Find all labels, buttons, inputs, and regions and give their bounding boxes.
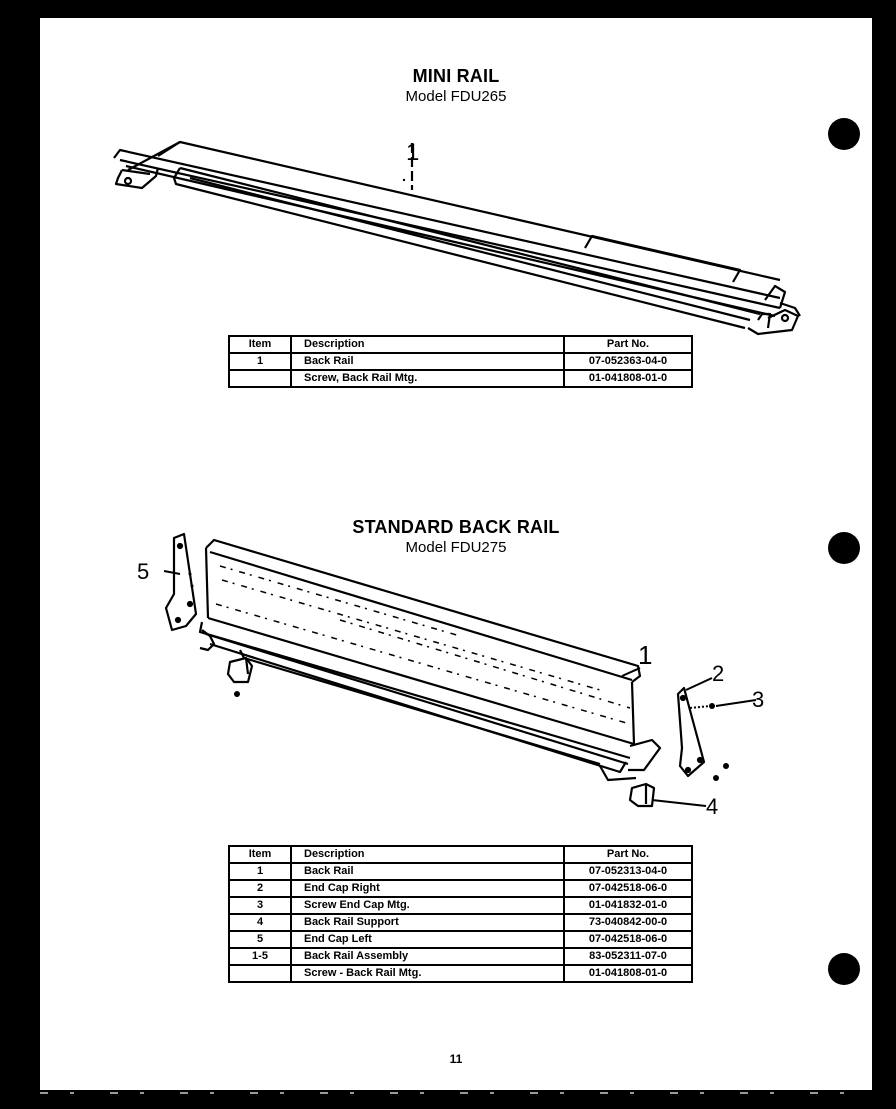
cell-description: Back Rail Assembly — [291, 948, 564, 965]
cell-item: 1 — [229, 353, 291, 370]
cell-part-no: 83-052311-07-0 — [564, 948, 692, 965]
header-part-no: Part No. — [564, 846, 692, 863]
callout-back-rail-3: 3 — [752, 687, 765, 712]
cell-part-no: 01-041808-01-0 — [564, 370, 692, 387]
callout-back-rail-4: 4 — [706, 794, 719, 819]
header-item: Item — [229, 336, 291, 353]
standard-back-rail-drawing — [40, 18, 872, 838]
cell-description: Back Rail Support — [291, 914, 564, 931]
cell-description: Screw End Cap Mtg. — [291, 897, 564, 914]
cell-item: 1-5 — [229, 948, 291, 965]
callout-mini-rail-1: 1 — [406, 139, 420, 166]
header-item: Item — [229, 846, 291, 863]
callout-back-rail-5: 5 — [137, 559, 150, 584]
section-title-mini-rail: MINI RAIL — [412, 66, 500, 86]
callout-back-rail-2: 2 — [712, 661, 725, 686]
table-row — [229, 880, 692, 897]
cell-part-no: 07-042518-06-0 — [564, 931, 692, 948]
cell-description: Back Rail — [291, 863, 564, 880]
header-part-no: Part No. — [564, 336, 692, 353]
table-row — [229, 965, 692, 982]
table-row — [229, 948, 692, 965]
cell-part-no: 07-042518-06-0 — [564, 880, 692, 897]
cell-item — [229, 965, 291, 982]
table-row — [229, 914, 692, 931]
cell-part-no: 73-040842-00-0 — [564, 914, 692, 931]
cell-part-no: 01-041808-01-0 — [564, 965, 692, 982]
section-model-mini-rail: Model FDU265 — [405, 88, 507, 105]
cell-description: Back Rail — [291, 353, 564, 370]
cell-item: 1 — [229, 863, 291, 880]
cell-description: End Cap Left — [291, 931, 564, 948]
cell-item: 2 — [229, 880, 291, 897]
header-description: Description — [291, 336, 564, 353]
cell-item: 5 — [229, 931, 291, 948]
cell-part-no: 01-041832-01-0 — [564, 897, 692, 914]
cell-part-no: 07-052313-04-0 — [564, 863, 692, 880]
section-title-standard-back-rail: STANDARD BACK RAIL — [352, 517, 560, 537]
table-row — [229, 931, 692, 948]
cell-part-no: 07-052363-04-0 — [564, 353, 692, 370]
binder-hole-bottom — [828, 953, 860, 985]
cell-description: Screw, Back Rail Mtg. — [291, 370, 564, 387]
cell-item: 4 — [229, 914, 291, 931]
parts-page — [40, 18, 872, 1090]
cell-description: End Cap Right — [291, 880, 564, 897]
cell-description: Screw - Back Rail Mtg. — [291, 965, 564, 982]
table-row — [229, 863, 692, 880]
section-model-standard-back-rail: Model FDU275 — [405, 539, 507, 556]
callout-back-rail-1: 1 — [638, 640, 653, 670]
scan-artifact — [40, 1092, 880, 1094]
parts-table-standard-back-rail — [228, 845, 693, 983]
table-header-row — [229, 846, 692, 863]
cell-item: 3 — [229, 897, 291, 914]
page-number: 11 — [449, 1052, 463, 1066]
table-row — [229, 897, 692, 914]
header-description: Description — [291, 846, 564, 863]
